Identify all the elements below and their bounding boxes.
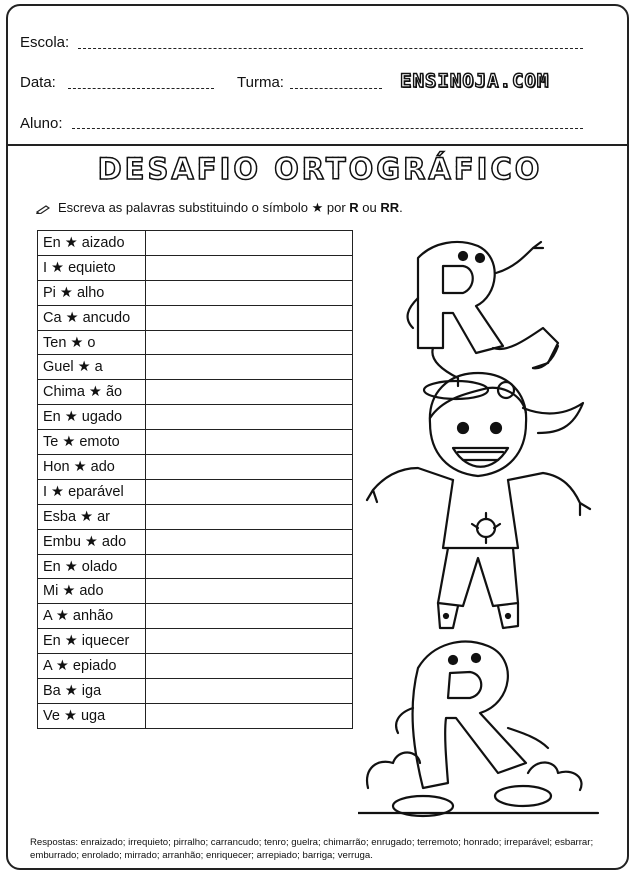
table-row [38, 504, 353, 529]
answer-blank[interactable] [146, 579, 353, 604]
brand-logo: ENSINOJA.COM [400, 70, 550, 92]
word-prompt: Pi ★ alho [38, 280, 146, 305]
pencil-icon [36, 204, 50, 214]
word-prompt: En ★ olado [38, 554, 146, 579]
student-label: Aluno: [20, 115, 63, 132]
answer-blank[interactable] [146, 654, 353, 679]
table-row [38, 529, 353, 554]
answer-blank[interactable] [146, 330, 353, 355]
table-row [38, 629, 353, 654]
word-prompt: I ★ equieto [38, 255, 146, 280]
student-line [72, 128, 583, 129]
worksheet-title: DESAFIO ORTOGRÁFICO [50, 152, 590, 186]
answer-blank[interactable] [146, 504, 353, 529]
answer-blank[interactable] [146, 554, 353, 579]
table-row [38, 455, 353, 480]
answer-blank[interactable] [146, 604, 353, 629]
word-prompt: En ★ aizado [38, 231, 146, 256]
word-prompt: Embu ★ ado [38, 529, 146, 554]
word-table [37, 230, 353, 729]
school-line [78, 48, 583, 49]
class-line [290, 88, 382, 89]
date-label: Data: [20, 74, 56, 91]
answer-blank[interactable] [146, 679, 353, 704]
word-prompt: Guel ★ a [38, 355, 146, 380]
table-row [38, 654, 353, 679]
table-row [38, 405, 353, 430]
answer-key: Respostas: enraizado; irrequieto; pirralho; carrancudo; tenro; guelra; chimarrão; enrugado; terremoto; honrado; irreparável; esbarrar; emburrado; enrolado; mirrado; arranhão; enriquecer; arrepiado; barriga; verruga. [30, 837, 594, 861]
table-row [38, 430, 353, 455]
answer-blank[interactable] [146, 305, 353, 330]
word-prompt: Ten ★ o [38, 330, 146, 355]
class-label: Turma: [237, 74, 284, 91]
option-rr: RR [380, 200, 400, 215]
answer-blank[interactable] [146, 405, 353, 430]
word-prompt: Hon ★ ado [38, 455, 146, 480]
table-row [38, 305, 353, 330]
answer-blank[interactable] [146, 529, 353, 554]
table-row [38, 703, 353, 728]
table-row [38, 355, 353, 380]
table-row [38, 255, 353, 280]
answer-blank[interactable] [146, 455, 353, 480]
kids-and-letters-illustration [358, 228, 603, 828]
answer-blank[interactable] [146, 255, 353, 280]
word-prompt: Ba ★ iga [38, 679, 146, 704]
letter-r-top-character [408, 242, 558, 399]
word-prompt: Ve ★ uga [38, 703, 146, 728]
instruction-text: Escreva as palavras substituindo o símbolo ★ por [58, 200, 350, 215]
word-prompt: Ca ★ ancudo [38, 305, 146, 330]
table-row [38, 604, 353, 629]
table-row [38, 479, 353, 504]
school-label: Escola: [20, 34, 70, 51]
answer-blank[interactable] [146, 629, 353, 654]
word-prompt: En ★ iquecer [38, 629, 146, 654]
girl-character [367, 373, 590, 628]
word-prompt: Chima ★ ão [38, 380, 146, 405]
word-prompt: I ★ eparável [38, 479, 146, 504]
answer-blank[interactable] [146, 380, 353, 405]
table-row [38, 231, 353, 256]
answer-blank[interactable] [146, 231, 353, 256]
answer-blank[interactable] [146, 430, 353, 455]
table-row [38, 579, 353, 604]
word-prompt: A ★ anhão [38, 604, 146, 629]
header-divider [7, 144, 628, 146]
word-prompt: Esba ★ ar [38, 504, 146, 529]
instruction-or: ou [358, 200, 381, 215]
table-row [38, 280, 353, 305]
answer-blank[interactable] [146, 479, 353, 504]
table-row [38, 554, 353, 579]
date-line [68, 88, 214, 89]
letter-r-bottom-character [358, 642, 598, 816]
word-prompt: Te ★ emoto [38, 430, 146, 455]
instruction [36, 200, 403, 216]
answer-blank[interactable] [146, 355, 353, 380]
table-row [38, 679, 353, 704]
instruction-end: . [399, 200, 403, 215]
option-r: R [349, 200, 359, 215]
table-row [38, 380, 353, 405]
word-prompt: Mi ★ ado [38, 579, 146, 604]
word-prompt: A ★ epiado [38, 654, 146, 679]
answer-blank[interactable] [146, 703, 353, 728]
table-row [38, 330, 353, 355]
word-prompt: En ★ ugado [38, 405, 146, 430]
answer-blank[interactable] [146, 280, 353, 305]
